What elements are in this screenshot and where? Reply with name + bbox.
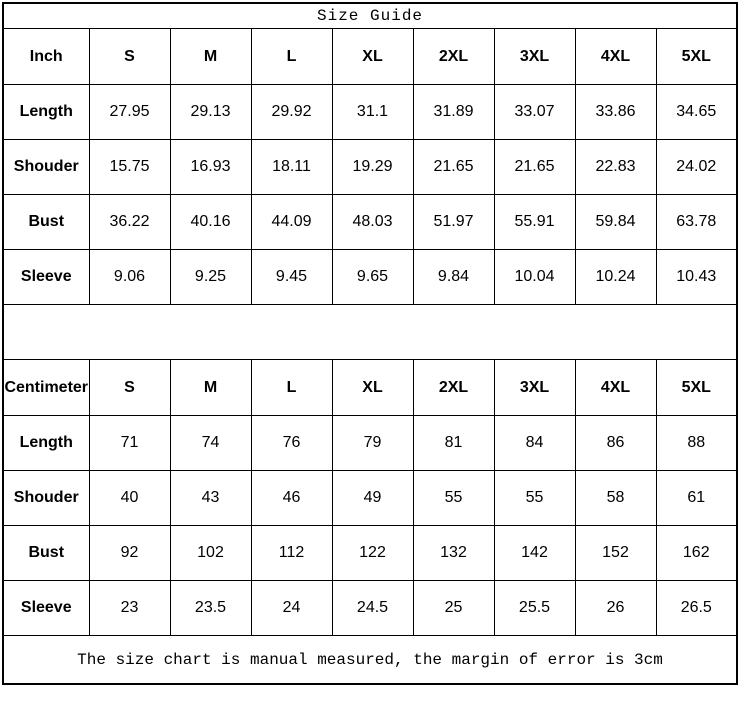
cell: 24.5 [332, 581, 413, 636]
cell: 61 [656, 471, 737, 526]
cell: 29.13 [170, 85, 251, 140]
cell: 9.84 [413, 250, 494, 305]
cell: 71 [89, 416, 170, 471]
cell: 31.1 [332, 85, 413, 140]
table-row [3, 526, 737, 581]
cell: 162 [656, 526, 737, 581]
cell: 9.45 [251, 250, 332, 305]
page-title: Size Guide [3, 3, 737, 29]
cell: 26 [575, 581, 656, 636]
row-label-shouder: Shouder [3, 471, 89, 526]
cell: 88 [656, 416, 737, 471]
cell: 44.09 [251, 195, 332, 250]
size-guide-sheet [0, 2, 738, 702]
cell: 9.25 [170, 250, 251, 305]
row-label-bust: Bust [3, 526, 89, 581]
cell: 40 [89, 471, 170, 526]
cell: 21.65 [494, 140, 575, 195]
cell: 33.07 [494, 85, 575, 140]
size-header-2xl: 2XL [413, 360, 494, 416]
table-row [3, 471, 737, 526]
size-header-5xl: 5XL [656, 29, 737, 85]
cell: 9.06 [89, 250, 170, 305]
cell: 55.91 [494, 195, 575, 250]
cm-header-row [3, 360, 737, 416]
row-label-bust: Bust [3, 195, 89, 250]
spacer-row [3, 305, 737, 360]
cell: 84 [494, 416, 575, 471]
inch-unit-label: Inch [3, 29, 89, 85]
footer-note: The size chart is manual measured, the margin of error is 3cm [3, 636, 737, 685]
cell: 48.03 [332, 195, 413, 250]
cell: 21.65 [413, 140, 494, 195]
table-row [3, 140, 737, 195]
cm-unit-label: Centimeter [3, 360, 89, 416]
cell: 9.65 [332, 250, 413, 305]
size-header-l: L [251, 360, 332, 416]
cell: 152 [575, 526, 656, 581]
cell: 142 [494, 526, 575, 581]
cell: 23 [89, 581, 170, 636]
row-label-length: Length [3, 85, 89, 140]
size-header-xl: XL [332, 360, 413, 416]
cell: 15.75 [89, 140, 170, 195]
cell: 10.24 [575, 250, 656, 305]
spacer-cell [3, 305, 737, 360]
cell: 81 [413, 416, 494, 471]
size-header-s: S [89, 360, 170, 416]
cell: 36.22 [89, 195, 170, 250]
table-row [3, 195, 737, 250]
table-row [3, 581, 737, 636]
cell: 46 [251, 471, 332, 526]
cell: 122 [332, 526, 413, 581]
cell: 24.02 [656, 140, 737, 195]
cell: 16.93 [170, 140, 251, 195]
cell: 43 [170, 471, 251, 526]
table-row [3, 416, 737, 471]
cell: 22.83 [575, 140, 656, 195]
cell: 76 [251, 416, 332, 471]
cell: 25 [413, 581, 494, 636]
size-header-m: M [170, 29, 251, 85]
cell: 51.97 [413, 195, 494, 250]
table-row [3, 250, 737, 305]
cell: 24 [251, 581, 332, 636]
cell: 49 [332, 471, 413, 526]
size-header-xl: XL [332, 29, 413, 85]
cell: 40.16 [170, 195, 251, 250]
cell: 18.11 [251, 140, 332, 195]
cell: 10.04 [494, 250, 575, 305]
size-guide-table [2, 2, 738, 685]
row-label-shouder: Shouder [3, 140, 89, 195]
size-header-l: L [251, 29, 332, 85]
cell: 59.84 [575, 195, 656, 250]
size-header-m: M [170, 360, 251, 416]
size-header-3xl: 3XL [494, 360, 575, 416]
cell: 55 [413, 471, 494, 526]
cell: 112 [251, 526, 332, 581]
cell: 58 [575, 471, 656, 526]
cell: 132 [413, 526, 494, 581]
cell: 63.78 [656, 195, 737, 250]
cell: 79 [332, 416, 413, 471]
cell: 26.5 [656, 581, 737, 636]
cell: 10.43 [656, 250, 737, 305]
cell: 102 [170, 526, 251, 581]
size-header-2xl: 2XL [413, 29, 494, 85]
cell: 92 [89, 526, 170, 581]
size-header-3xl: 3XL [494, 29, 575, 85]
cell: 55 [494, 471, 575, 526]
cell: 27.95 [89, 85, 170, 140]
cell: 23.5 [170, 581, 251, 636]
cell: 74 [170, 416, 251, 471]
inch-header-row [3, 29, 737, 85]
cell: 25.5 [494, 581, 575, 636]
cell: 29.92 [251, 85, 332, 140]
table-row [3, 85, 737, 140]
cell: 33.86 [575, 85, 656, 140]
footer-row [3, 636, 737, 685]
cell: 86 [575, 416, 656, 471]
size-header-4xl: 4XL [575, 360, 656, 416]
title-row [3, 3, 737, 29]
cell: 34.65 [656, 85, 737, 140]
row-label-sleeve: Sleeve [3, 581, 89, 636]
size-header-5xl: 5XL [656, 360, 737, 416]
cell: 31.89 [413, 85, 494, 140]
cell: 19.29 [332, 140, 413, 195]
size-header-s: S [89, 29, 170, 85]
row-label-sleeve: Sleeve [3, 250, 89, 305]
size-header-4xl: 4XL [575, 29, 656, 85]
row-label-length: Length [3, 416, 89, 471]
